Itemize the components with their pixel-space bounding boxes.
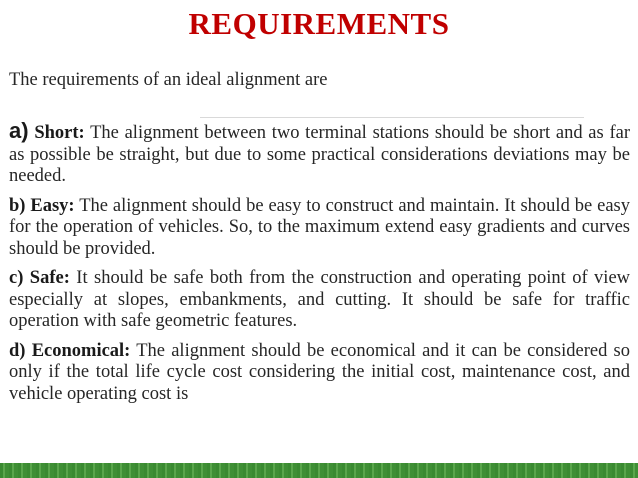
item-letter: d)	[9, 340, 26, 361]
item-key: Economical:	[31, 340, 131, 361]
requirements-list	[9, 120, 630, 413]
item-key: Easy:	[30, 195, 75, 216]
requirement-easy	[9, 196, 630, 261]
requirement-short	[9, 120, 630, 188]
requirement-economical	[9, 341, 630, 406]
item-text: The alignment should be easy to construct and maintain. It should be easy for the operation of vehicles. So, to the maximum extend easy gradients and curves should be provided.	[9, 195, 631, 259]
intro-text: The requirements of an ideal alignment are	[9, 70, 328, 90]
requirement-safe	[9, 268, 630, 333]
divider-line	[200, 117, 584, 118]
footer-grass-band	[0, 463, 638, 478]
item-letter: c)	[9, 268, 24, 288]
item-letter: a)	[9, 118, 29, 143]
item-key: Short:	[34, 123, 85, 143]
item-text: The alignment between two terminal stations should be short and as far as possible be straight, but due to some practical considerations deviations may be needed.	[9, 123, 630, 186]
item-text: The alignment should be economical and it can be considered so only if the total life cycle cost considering the initial cost, maintenance cost, and vehicle operating cost is	[9, 340, 630, 404]
item-letter: b)	[9, 195, 26, 216]
slide-title: REQUIREMENTS	[188, 6, 450, 41]
item-text: It should be safe both from the construction and operating point of view especially at slopes, embankments, and cutting. It should be safe for traffic operation with safe geometric features.	[9, 268, 631, 331]
item-key: Safe:	[29, 268, 70, 288]
